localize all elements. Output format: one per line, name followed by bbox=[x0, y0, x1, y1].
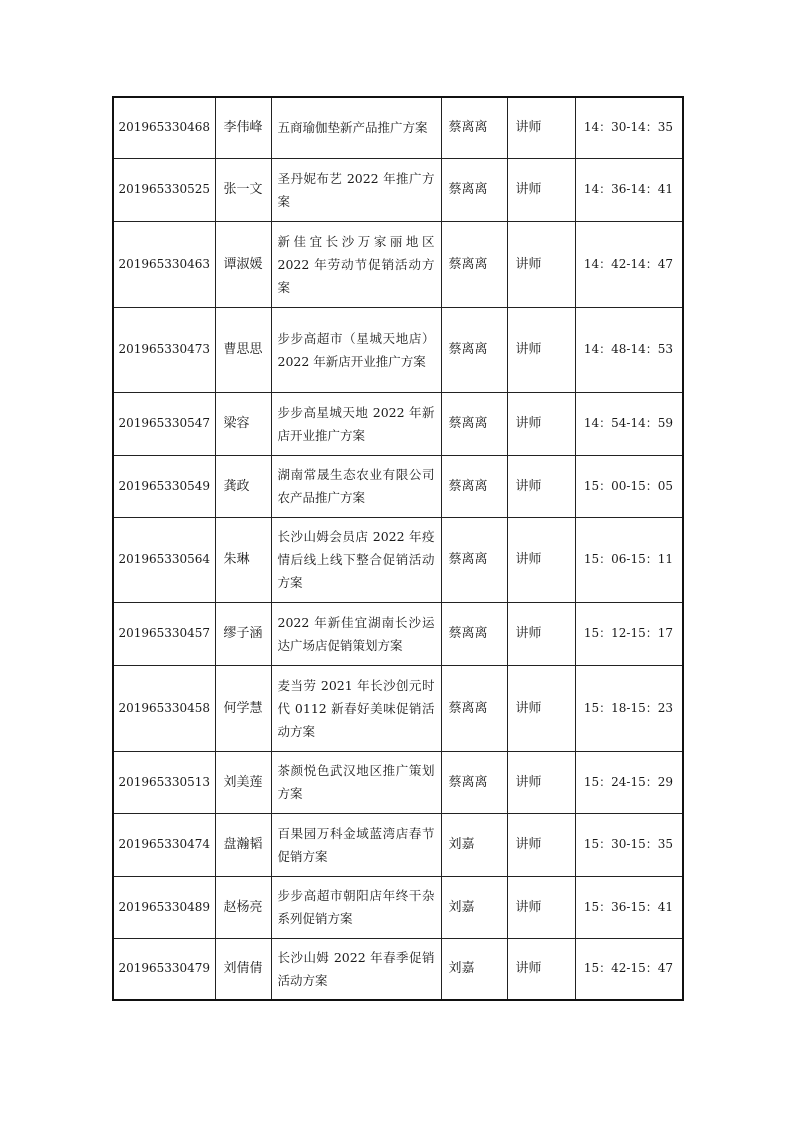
project-topic: 长沙山姆 2022 年春季促销活动方案 bbox=[271, 938, 441, 1000]
project-topic: 步步高星城天地 2022 年新店开业推广方案 bbox=[271, 392, 441, 455]
advisor-name: 刘嘉 bbox=[441, 876, 507, 938]
student-id: 201965330474 bbox=[113, 813, 215, 876]
advisor-name: 蔡离离 bbox=[441, 392, 507, 455]
table-row bbox=[113, 602, 683, 665]
student-id: 201965330525 bbox=[113, 158, 215, 221]
student-name: 盘瀚韬 bbox=[215, 813, 271, 876]
table-row bbox=[113, 665, 683, 751]
student-name: 刘倩倩 bbox=[215, 938, 271, 1000]
time-slot: 14：42-14：47 bbox=[575, 221, 683, 307]
student-name: 缪子涵 bbox=[215, 602, 271, 665]
student-name: 梁容 bbox=[215, 392, 271, 455]
advisor-title: 讲师 bbox=[507, 97, 575, 158]
advisor-title: 讲师 bbox=[507, 307, 575, 392]
advisor-name: 蔡离离 bbox=[441, 158, 507, 221]
student-id: 201965330458 bbox=[113, 665, 215, 751]
advisor-name: 蔡离离 bbox=[441, 517, 507, 602]
time-slot: 14：54-14：59 bbox=[575, 392, 683, 455]
advisor-name: 蔡离离 bbox=[441, 751, 507, 813]
project-topic: 麦当劳 2021 年长沙创元时代 0112 新春好美味促销活动方案 bbox=[271, 665, 441, 751]
time-slot: 15：00-15：05 bbox=[575, 455, 683, 517]
student-name: 龚政 bbox=[215, 455, 271, 517]
table-row bbox=[113, 876, 683, 938]
advisor-title: 讲师 bbox=[507, 455, 575, 517]
advisor-name: 刘嘉 bbox=[441, 813, 507, 876]
project-topic: 五商瑜伽垫新产品推广方案 bbox=[271, 97, 441, 158]
student-id: 201965330489 bbox=[113, 876, 215, 938]
time-slot: 15：42-15：47 bbox=[575, 938, 683, 1000]
project-topic: 长沙山姆会员店 2022 年疫情后线上线下整合促销活动方案 bbox=[271, 517, 441, 602]
advisor-name: 蔡离离 bbox=[441, 221, 507, 307]
student-id: 201965330457 bbox=[113, 602, 215, 665]
table-row bbox=[113, 392, 683, 455]
advisor-name: 蔡离离 bbox=[441, 307, 507, 392]
project-topic: 2022 年新佳宜湖南长沙运达广场店促销策划方案 bbox=[271, 602, 441, 665]
time-slot: 15：06-15：11 bbox=[575, 517, 683, 602]
table-row bbox=[113, 97, 683, 158]
time-slot: 15：36-15：41 bbox=[575, 876, 683, 938]
table-row bbox=[113, 455, 683, 517]
advisor-title: 讲师 bbox=[507, 876, 575, 938]
advisor-name: 刘嘉 bbox=[441, 938, 507, 1000]
table-row bbox=[113, 307, 683, 392]
time-slot: 15：12-15：17 bbox=[575, 602, 683, 665]
student-name: 朱琳 bbox=[215, 517, 271, 602]
project-topic: 步步高超市（星城天地店）2022 年新店开业推广方案 bbox=[271, 307, 441, 392]
advisor-title: 讲师 bbox=[507, 392, 575, 455]
time-slot: 14：48-14：53 bbox=[575, 307, 683, 392]
advisor-title: 讲师 bbox=[507, 665, 575, 751]
student-name: 谭淑媛 bbox=[215, 221, 271, 307]
table-row bbox=[113, 221, 683, 307]
project-topic: 百果园万科金域蓝湾店春节促销方案 bbox=[271, 813, 441, 876]
student-name: 刘美莲 bbox=[215, 751, 271, 813]
student-name: 赵杨亮 bbox=[215, 876, 271, 938]
advisor-name: 蔡离离 bbox=[441, 602, 507, 665]
project-topic: 湖南常晟生态农业有限公司农产品推广方案 bbox=[271, 455, 441, 517]
student-id: 201965330463 bbox=[113, 221, 215, 307]
advisor-name: 蔡离离 bbox=[441, 455, 507, 517]
time-slot: 14：36-14：41 bbox=[575, 158, 683, 221]
table-row bbox=[113, 751, 683, 813]
student-id: 201965330513 bbox=[113, 751, 215, 813]
advisor-name: 蔡离离 bbox=[441, 97, 507, 158]
advisor-title: 讲师 bbox=[507, 938, 575, 1000]
student-name: 张一文 bbox=[215, 158, 271, 221]
project-topic: 步步高超市朝阳店年终干杂系列促销方案 bbox=[271, 876, 441, 938]
student-name: 李伟峰 bbox=[215, 97, 271, 158]
advisor-title: 讲师 bbox=[507, 517, 575, 602]
time-slot: 15：30-15：35 bbox=[575, 813, 683, 876]
advisor-title: 讲师 bbox=[507, 813, 575, 876]
table-row bbox=[113, 517, 683, 602]
schedule-body bbox=[113, 97, 683, 1000]
time-slot: 14：30-14：35 bbox=[575, 97, 683, 158]
project-topic: 新佳宜长沙万家丽地区 2022 年劳动节促销活动方案 bbox=[271, 221, 441, 307]
table-row bbox=[113, 938, 683, 1000]
student-id: 201965330468 bbox=[113, 97, 215, 158]
advisor-title: 讲师 bbox=[507, 158, 575, 221]
project-topic: 茶颜悦色武汉地区推广策划方案 bbox=[271, 751, 441, 813]
student-id: 201965330564 bbox=[113, 517, 215, 602]
advisor-title: 讲师 bbox=[507, 602, 575, 665]
table-row bbox=[113, 813, 683, 876]
student-name: 何学慧 bbox=[215, 665, 271, 751]
time-slot: 15：24-15：29 bbox=[575, 751, 683, 813]
table-row bbox=[113, 158, 683, 221]
advisor-title: 讲师 bbox=[507, 221, 575, 307]
advisor-title: 讲师 bbox=[507, 751, 575, 813]
advisor-name: 蔡离离 bbox=[441, 665, 507, 751]
schedule-table bbox=[112, 96, 684, 1001]
student-id: 201965330479 bbox=[113, 938, 215, 1000]
time-slot: 15：18-15：23 bbox=[575, 665, 683, 751]
student-name: 曹思思 bbox=[215, 307, 271, 392]
student-id: 201965330547 bbox=[113, 392, 215, 455]
student-id: 201965330549 bbox=[113, 455, 215, 517]
student-id: 201965330473 bbox=[113, 307, 215, 392]
project-topic: 圣丹妮布艺 2022 年推广方案 bbox=[271, 158, 441, 221]
